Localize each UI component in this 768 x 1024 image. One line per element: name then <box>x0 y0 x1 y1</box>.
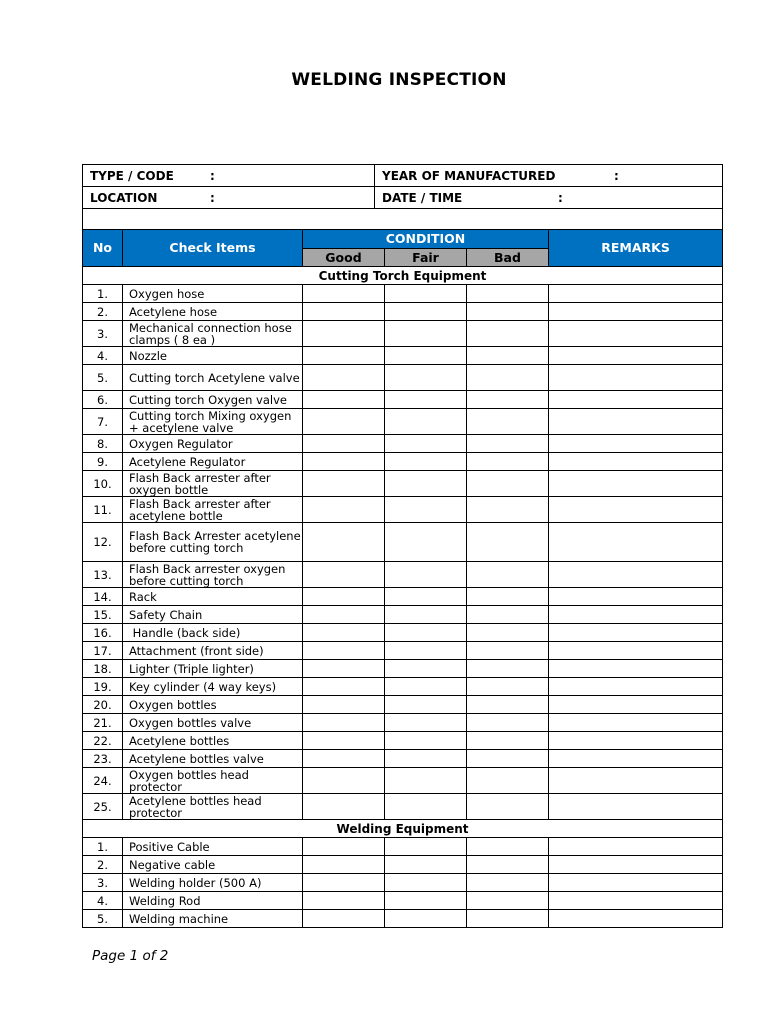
row-number: 18. <box>83 660 123 678</box>
row-number: 17. <box>83 642 123 660</box>
row-number: 3. <box>83 321 123 347</box>
fair-cell[interactable] <box>385 696 467 714</box>
bad-cell[interactable] <box>467 409 549 435</box>
good-cell[interactable] <box>303 768 385 794</box>
fair-cell[interactable] <box>385 910 467 928</box>
fair-cell[interactable] <box>385 497 467 523</box>
fair-cell[interactable] <box>385 750 467 768</box>
fair-cell[interactable] <box>385 391 467 409</box>
good-cell[interactable] <box>303 660 385 678</box>
row-number: 24. <box>83 768 123 794</box>
bad-cell[interactable] <box>467 642 549 660</box>
remarks-cell[interactable] <box>549 453 723 471</box>
table-row <box>83 471 723 497</box>
location-colon: : <box>210 190 215 205</box>
good-cell[interactable] <box>303 409 385 435</box>
row-number: 20. <box>83 696 123 714</box>
remarks-cell[interactable] <box>549 471 723 497</box>
table-row <box>83 750 723 768</box>
remarks-cell[interactable] <box>549 856 723 874</box>
check-item: Flash Back arrester oxygen before cutting torch <box>123 562 303 588</box>
table-row <box>83 910 723 928</box>
bad-cell[interactable] <box>467 768 549 794</box>
row-number: 6. <box>83 391 123 409</box>
good-cell[interactable] <box>303 794 385 820</box>
check-item: Cutting torch Oxygen valve <box>123 391 303 409</box>
row-number: 12. <box>83 523 123 562</box>
remarks-cell[interactable] <box>549 660 723 678</box>
remarks-cell[interactable] <box>549 588 723 606</box>
row-number: 3. <box>83 874 123 892</box>
fair-cell[interactable] <box>385 732 467 750</box>
good-cell[interactable] <box>303 347 385 365</box>
remarks-cell[interactable] <box>549 365 723 391</box>
row-number: 4. <box>83 892 123 910</box>
table-row <box>83 435 723 453</box>
good-cell[interactable] <box>303 606 385 624</box>
col-header-fair: Fair <box>385 249 467 267</box>
remarks-cell[interactable] <box>549 696 723 714</box>
check-item: Oxygen bottles <box>123 696 303 714</box>
check-item: Rack <box>123 588 303 606</box>
fair-cell[interactable] <box>385 453 467 471</box>
good-cell[interactable] <box>303 303 385 321</box>
remarks-cell[interactable] <box>549 562 723 588</box>
year-cell[interactable] <box>375 165 723 187</box>
remarks-cell[interactable] <box>549 409 723 435</box>
bad-cell[interactable] <box>467 660 549 678</box>
location-label: LOCATION <box>90 190 158 205</box>
bad-cell[interactable] <box>467 285 549 303</box>
fair-cell[interactable] <box>385 714 467 732</box>
bad-cell[interactable] <box>467 453 549 471</box>
year-colon: : <box>614 168 619 183</box>
good-cell[interactable] <box>303 856 385 874</box>
fair-cell[interactable] <box>385 660 467 678</box>
bad-cell[interactable] <box>467 588 549 606</box>
check-item: Acetylene bottles head protector <box>123 794 303 820</box>
row-number: 4. <box>83 347 123 365</box>
remarks-cell[interactable] <box>549 303 723 321</box>
bad-cell[interactable] <box>467 303 549 321</box>
check-item: Oxygen bottles valve <box>123 714 303 732</box>
check-item: Handle (back side) <box>123 624 303 642</box>
table-row <box>83 588 723 606</box>
table-row <box>83 303 723 321</box>
remarks-cell[interactable] <box>549 732 723 750</box>
fair-cell[interactable] <box>385 856 467 874</box>
table-row <box>83 347 723 365</box>
fair-cell[interactable] <box>385 642 467 660</box>
fair-cell[interactable] <box>385 523 467 562</box>
row-number: 16. <box>83 624 123 642</box>
section-row <box>83 267 723 285</box>
table-row <box>83 562 723 588</box>
fair-cell[interactable] <box>385 768 467 794</box>
table-row <box>83 696 723 714</box>
good-cell[interactable] <box>303 910 385 928</box>
row-number: 14. <box>83 588 123 606</box>
type-code-colon: : <box>210 168 215 183</box>
remarks-cell[interactable] <box>549 794 723 820</box>
bad-cell[interactable] <box>467 435 549 453</box>
good-cell[interactable] <box>303 497 385 523</box>
date-time-colon: : <box>558 190 563 205</box>
table-row <box>83 856 723 874</box>
check-item: Positive Cable <box>123 838 303 856</box>
check-item: Flash Back arrester after acetylene bottle <box>123 497 303 523</box>
date-time-cell[interactable] <box>375 187 723 209</box>
table-row <box>83 874 723 892</box>
good-cell[interactable] <box>303 838 385 856</box>
fair-cell[interactable] <box>385 285 467 303</box>
col-header-bad: Bad <box>467 249 549 267</box>
good-cell[interactable] <box>303 523 385 562</box>
col-header-remarks: REMARKS <box>549 230 723 267</box>
check-item: Cutting torch Acetylene valve <box>123 365 303 391</box>
remarks-cell[interactable] <box>549 910 723 928</box>
check-item: Safety Chain <box>123 606 303 624</box>
row-number: 2. <box>83 856 123 874</box>
fair-cell[interactable] <box>385 588 467 606</box>
row-number: 19. <box>83 678 123 696</box>
table-row <box>83 660 723 678</box>
check-item: Acetylene bottles valve <box>123 750 303 768</box>
page-footer: Page 1 of 2 <box>92 948 169 964</box>
table-row <box>83 794 723 820</box>
table-row <box>83 732 723 750</box>
fair-cell[interactable] <box>385 347 467 365</box>
remarks-cell[interactable] <box>549 892 723 910</box>
table-row <box>83 838 723 856</box>
check-item: Nozzle <box>123 347 303 365</box>
good-cell[interactable] <box>303 714 385 732</box>
fair-cell[interactable] <box>385 471 467 497</box>
bad-cell[interactable] <box>467 678 549 696</box>
type-code-cell[interactable] <box>83 165 375 187</box>
row-number: 2. <box>83 303 123 321</box>
date-time-label: DATE / TIME <box>382 190 463 205</box>
fair-cell[interactable] <box>385 838 467 856</box>
fair-cell[interactable] <box>385 794 467 820</box>
remarks-cell[interactable] <box>549 768 723 794</box>
fair-cell[interactable] <box>385 678 467 696</box>
bad-cell[interactable] <box>467 624 549 642</box>
row-number: 5. <box>83 910 123 928</box>
table-row <box>83 453 723 471</box>
check-item: Oxygen bottles head protector <box>123 768 303 794</box>
check-item: Acetylene Regulator <box>123 453 303 471</box>
row-number: 13. <box>83 562 123 588</box>
fair-cell[interactable] <box>385 874 467 892</box>
bad-cell[interactable] <box>467 910 549 928</box>
check-item: Key cylinder (4 way keys) <box>123 678 303 696</box>
check-item: Attachment (front side) <box>123 642 303 660</box>
row-number: 1. <box>83 838 123 856</box>
remarks-cell[interactable] <box>549 497 723 523</box>
table-row <box>83 365 723 391</box>
check-item: Flash Back arrester after oxygen bottle <box>123 471 303 497</box>
blank-row <box>83 209 723 230</box>
row-number: 1. <box>83 285 123 303</box>
row-number: 21. <box>83 714 123 732</box>
good-cell[interactable] <box>303 285 385 303</box>
col-header-check-items: Check Items <box>123 230 303 267</box>
row-number: 25. <box>83 794 123 820</box>
checklist-table <box>82 208 723 928</box>
fair-cell[interactable] <box>385 303 467 321</box>
bad-cell[interactable] <box>467 732 549 750</box>
check-item: Acetylene bottles <box>123 732 303 750</box>
remarks-cell[interactable] <box>549 435 723 453</box>
check-item: Flash Back Arrester acetylene before cutting torch <box>123 523 303 562</box>
section-title: Cutting Torch Equipment <box>83 267 723 285</box>
row-number: 5. <box>83 365 123 391</box>
bad-cell[interactable] <box>467 794 549 820</box>
bad-cell[interactable] <box>467 523 549 562</box>
location-cell[interactable] <box>83 187 375 209</box>
check-item: Lighter (Triple lighter) <box>123 660 303 678</box>
good-cell[interactable] <box>303 678 385 696</box>
row-number: 9. <box>83 453 123 471</box>
fair-cell[interactable] <box>385 624 467 642</box>
remarks-cell[interactable] <box>549 606 723 624</box>
check-item: Welding Rod <box>123 892 303 910</box>
bad-cell[interactable] <box>467 606 549 624</box>
bad-cell[interactable] <box>467 497 549 523</box>
row-number: 22. <box>83 732 123 750</box>
remarks-cell[interactable] <box>549 321 723 347</box>
row-number: 11. <box>83 497 123 523</box>
row-number: 7. <box>83 409 123 435</box>
good-cell[interactable] <box>303 453 385 471</box>
table-row <box>83 642 723 660</box>
bad-cell[interactable] <box>467 321 549 347</box>
good-cell[interactable] <box>303 562 385 588</box>
fair-cell[interactable] <box>385 409 467 435</box>
table-row <box>83 497 723 523</box>
check-item: Negative cable <box>123 856 303 874</box>
bad-cell[interactable] <box>467 562 549 588</box>
remarks-cell[interactable] <box>549 714 723 732</box>
table-row <box>83 391 723 409</box>
bad-cell[interactable] <box>467 391 549 409</box>
fair-cell[interactable] <box>385 562 467 588</box>
remarks-cell[interactable] <box>549 285 723 303</box>
fair-cell[interactable] <box>385 321 467 347</box>
table-row <box>83 624 723 642</box>
check-item: Oxygen Regulator <box>123 435 303 453</box>
check-item: Welding machine <box>123 910 303 928</box>
section-title: Welding Equipment <box>83 820 723 838</box>
row-number: 10. <box>83 471 123 497</box>
good-cell[interactable] <box>303 365 385 391</box>
col-header-condition: CONDITION <box>303 230 549 249</box>
row-number: 23. <box>83 750 123 768</box>
good-cell[interactable] <box>303 696 385 714</box>
table-row <box>83 409 723 435</box>
remarks-cell[interactable] <box>549 874 723 892</box>
table-row <box>83 285 723 303</box>
bad-cell[interactable] <box>467 714 549 732</box>
fair-cell[interactable] <box>385 606 467 624</box>
bad-cell[interactable] <box>467 696 549 714</box>
table-row <box>83 523 723 562</box>
good-cell[interactable] <box>303 624 385 642</box>
good-cell[interactable] <box>303 892 385 910</box>
check-item: Oxygen hose <box>123 285 303 303</box>
good-cell[interactable] <box>303 750 385 768</box>
fair-cell[interactable] <box>385 365 467 391</box>
bad-cell[interactable] <box>467 471 549 497</box>
remarks-cell[interactable] <box>549 838 723 856</box>
bad-cell[interactable] <box>467 365 549 391</box>
table-row <box>83 606 723 624</box>
good-cell[interactable] <box>303 321 385 347</box>
remarks-cell[interactable] <box>549 347 723 365</box>
good-cell[interactable] <box>303 471 385 497</box>
remarks-cell[interactable] <box>549 642 723 660</box>
remarks-cell[interactable] <box>549 624 723 642</box>
table-row <box>83 321 723 347</box>
bad-cell[interactable] <box>467 347 549 365</box>
good-cell[interactable] <box>303 642 385 660</box>
type-code-label: TYPE / CODE <box>90 168 174 183</box>
check-item: Acetylene hose <box>123 303 303 321</box>
year-label: YEAR OF MANUFACTURED <box>382 168 556 183</box>
col-header-good: Good <box>303 249 385 267</box>
good-cell[interactable] <box>303 391 385 409</box>
fair-cell[interactable] <box>385 435 467 453</box>
bad-cell[interactable] <box>467 874 549 892</box>
table-row <box>83 892 723 910</box>
section-row <box>83 820 723 838</box>
remarks-cell[interactable] <box>549 750 723 768</box>
bad-cell[interactable] <box>467 750 549 768</box>
bad-cell[interactable] <box>467 856 549 874</box>
row-number: 8. <box>83 435 123 453</box>
row-number: 15. <box>83 606 123 624</box>
header-info-table <box>82 164 723 209</box>
good-cell[interactable] <box>303 732 385 750</box>
remarks-cell[interactable] <box>549 391 723 409</box>
remarks-cell[interactable] <box>549 523 723 562</box>
bad-cell[interactable] <box>467 892 549 910</box>
check-item: Cutting torch Mixing oxygen + acetylene valve <box>123 409 303 435</box>
check-item: Welding holder (500 A) <box>123 874 303 892</box>
page-title: WELDING INSPECTION <box>291 70 507 90</box>
remarks-cell[interactable] <box>549 678 723 696</box>
table-row <box>83 768 723 794</box>
good-cell[interactable] <box>303 435 385 453</box>
good-cell[interactable] <box>303 588 385 606</box>
bad-cell[interactable] <box>467 838 549 856</box>
col-header-no: No <box>83 230 123 267</box>
fair-cell[interactable] <box>385 892 467 910</box>
good-cell[interactable] <box>303 874 385 892</box>
check-item: Mechanical connection hose clamps ( 8 ea ) <box>123 321 303 347</box>
table-row <box>83 714 723 732</box>
table-row <box>83 678 723 696</box>
